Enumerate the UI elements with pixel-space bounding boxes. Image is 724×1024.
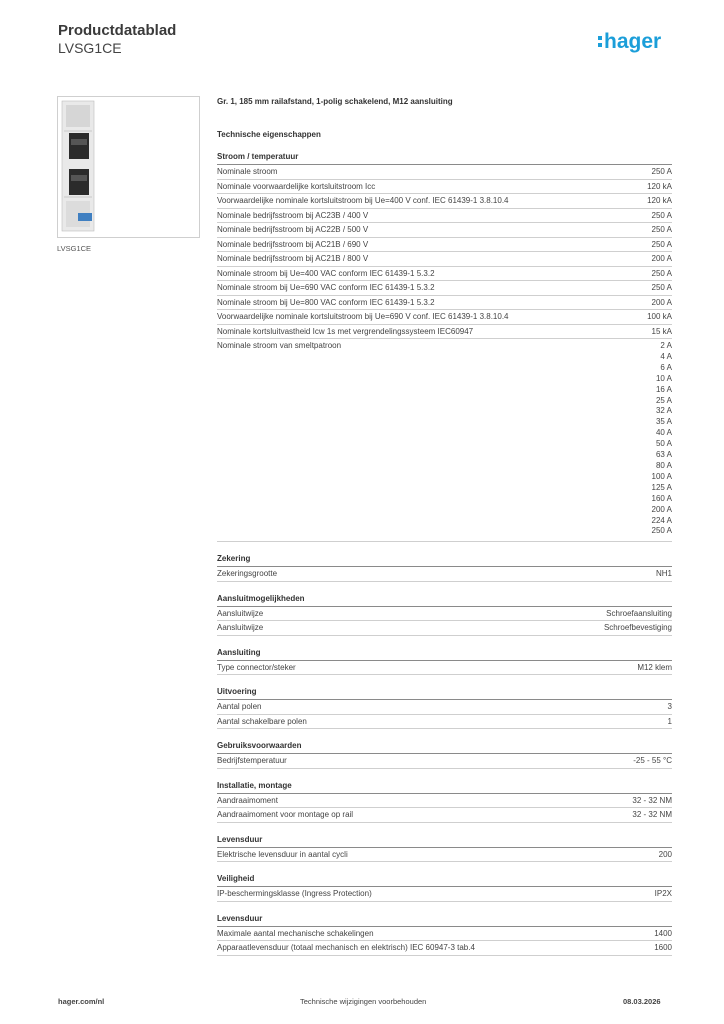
spec-value: 100 kA (647, 312, 672, 321)
spec-row (217, 281, 672, 296)
product-code: LVSG1CE (58, 40, 122, 56)
section-heading: Levensduur (217, 833, 672, 848)
spec-row (217, 887, 672, 902)
spec-row (217, 621, 672, 636)
spec-row (217, 310, 672, 325)
spec-section (217, 150, 672, 542)
section-heading: Gebruiksvoorwaarden (217, 739, 672, 754)
spec-row (217, 941, 672, 956)
spec-value: 250 A (651, 268, 672, 278)
spec-label: Nominale voorwaardelijke kortsluitstroom Icc (217, 181, 376, 191)
spec-value-item: 4 A (660, 351, 672, 361)
spec-label: Nominale bedrijfsstroom bij AC22B / 500 V (217, 225, 369, 234)
spec-value: 1600 (654, 943, 672, 953)
spec-value-item: 40 A (655, 428, 672, 438)
spec-row (217, 715, 672, 730)
section-heading: Uitvoering (217, 685, 672, 700)
spec-row (217, 567, 672, 582)
spec-value-item: 80 A (655, 460, 672, 470)
spec-section (217, 912, 672, 956)
spec-value-item: 10 A (655, 373, 672, 383)
spec-value: 32 - 32 NM (632, 795, 672, 805)
spec-value (652, 341, 672, 537)
spec-value-item: 100 A (651, 471, 672, 481)
page-title: Productdatablad (58, 22, 177, 39)
spec-value: 120 kA (647, 181, 672, 191)
spec-row (217, 267, 672, 282)
spec-value: IP2X (654, 889, 672, 899)
spec-value: 32 - 32 NM (632, 810, 672, 820)
spec-value: 120 kA (647, 196, 672, 205)
section-heading: Zekering (217, 552, 672, 567)
spec-value: 250 A (651, 283, 672, 292)
spec-value: 250 A (651, 239, 672, 249)
spec-value: M12 klem (637, 662, 672, 672)
spec-value-item: 6 A (660, 362, 672, 372)
spec-row (217, 808, 672, 823)
spec-sections (217, 150, 672, 966)
spec-value: 250 A (651, 225, 672, 234)
spec-section (217, 685, 672, 729)
spec-section (217, 872, 672, 902)
section-heading: Aansluitmogelijkheden (217, 592, 672, 607)
product-description: Gr. 1, 185 mm railafstand, 1-polig schakelend, M12 aansluiting (217, 97, 453, 106)
spec-label: Elektrische levensduur in aantal cycli (217, 849, 348, 859)
section-heading: Veiligheid (217, 872, 672, 887)
spec-row (217, 794, 672, 809)
spec-value: 3 (667, 702, 672, 712)
spec-label: Nominale stroom (217, 167, 278, 176)
spec-label: Voorwaardelijke nominale kortsluitstroom bij Ue=690 V conf. IEC 61439-1 3.8.10.4 (217, 312, 509, 321)
spec-label: Maximale aantal mechanische schakelingen (217, 928, 374, 938)
spec-value-item: 16 A (655, 384, 672, 394)
spec-value-item: 35 A (655, 417, 672, 427)
spec-row (217, 223, 672, 238)
spec-label: Nominale bedrijfsstroom bij AC23B / 400 V (217, 210, 369, 220)
spec-row (217, 325, 672, 340)
spec-value-item: 63 A (655, 450, 672, 460)
spec-value-item: 200 A (651, 504, 672, 514)
section-heading: Levensduur (217, 912, 672, 927)
spec-section (217, 646, 672, 676)
spec-label: Type connector/steker (217, 662, 296, 672)
spec-label: Zekeringsgrootte (217, 569, 278, 579)
spec-label: Aantal polen (217, 702, 262, 712)
spec-row (217, 180, 672, 195)
spec-value-item: 32 A (655, 406, 672, 416)
spec-label: Aansluitwijze (217, 623, 264, 633)
spec-row (217, 194, 672, 209)
spec-value-item: 125 A (651, 482, 672, 492)
spec-label: Aantal schakelbare polen (217, 716, 307, 726)
spec-row (217, 339, 672, 542)
spec-row (217, 209, 672, 224)
spec-value: NH1 (655, 569, 672, 579)
section-heading: Stroom / temperatuur (217, 150, 672, 165)
section-heading: Installatie, montage (217, 779, 672, 794)
spec-label: Nominale kortsluitvastheid Icw 1s met vergrendelingssysteem IEC60947 (217, 326, 474, 336)
spec-value: 15 kA (651, 326, 672, 336)
spec-label: Nominale stroom van smeltpatroon (217, 341, 342, 350)
spec-row (217, 848, 672, 863)
hager-logo (598, 28, 678, 56)
spec-value: 200 A (651, 297, 672, 307)
spec-row (217, 238, 672, 253)
spec-section (217, 592, 672, 636)
spec-label: Apparaatlevensduur (totaal mechanisch en elektrisch) IEC 60947-3 tab.4 (217, 943, 475, 953)
spec-value-item: 2 A (660, 341, 672, 350)
spec-label: Nominale stroom bij Ue=800 VAC conform IEC 61439-1 5.3.2 (217, 297, 435, 307)
spec-value: 200 (658, 849, 672, 859)
spec-row (217, 607, 672, 622)
footer-date: 08.03.2026 (623, 997, 661, 1006)
footer-notice: Technische wijzigingen voorbehouden (300, 997, 427, 1006)
spec-row (217, 700, 672, 715)
spec-value: 1 (667, 716, 672, 726)
spec-value-item: 50 A (655, 439, 672, 449)
spec-row (217, 661, 672, 676)
spec-value: 200 A (651, 254, 672, 263)
spec-label: IP-beschermingsklasse (Ingress Protection) (217, 889, 372, 899)
spec-label: Bedrijfstemperatuur (217, 756, 287, 766)
spec-label: Nominale stroom bij Ue=400 VAC conform IEC 61439-1 5.3.2 (217, 268, 435, 278)
spec-section (217, 552, 672, 582)
spec-value: 1400 (654, 928, 672, 938)
fuse-switch-illustration (58, 97, 199, 237)
spec-row (217, 927, 672, 942)
spec-value-item: 224 A (651, 515, 672, 525)
spec-value: 250 A (651, 167, 672, 176)
footer-website: hager.com/nl (58, 997, 105, 1006)
spec-row (217, 165, 672, 180)
brand-wordmark: hager (604, 30, 662, 53)
spec-label: Aandraaimoment (217, 795, 278, 805)
spec-value-item: 250 A (651, 526, 672, 536)
spec-label: Voorwaardelijke nominale kortsluitstroom bij Ue=400 V conf. IEC 61439-1 3.8.10.4 (217, 196, 509, 205)
spec-value-item: 25 A (655, 395, 672, 405)
spec-value-item: 160 A (651, 493, 672, 503)
spec-label: Nominale stroom bij Ue=690 VAC conform IEC 61439-1 5.3.2 (217, 283, 435, 292)
image-caption: LVSG1CE (57, 244, 92, 253)
spec-label: Aandraaimoment voor montage op rail (217, 810, 354, 820)
spec-row (217, 754, 672, 769)
spec-value: Schroefaansluiting (606, 608, 672, 618)
section-heading: Aansluiting (217, 646, 672, 661)
spec-section (217, 779, 672, 823)
spec-section (217, 739, 672, 769)
product-image (57, 96, 200, 238)
spec-value: Schroefbevestiging (603, 623, 672, 633)
technical-properties-heading: Technische eigenschappen (217, 130, 321, 139)
spec-label: Nominale bedrijfsstroom bij AC21B / 800 V (217, 254, 369, 263)
spec-value: -25 - 55 °C (633, 756, 672, 766)
spec-row (217, 296, 672, 311)
spec-row (217, 252, 672, 267)
spec-label: Aansluitwijze (217, 608, 264, 618)
spec-value: 250 A (651, 210, 672, 220)
spec-label: Nominale bedrijfsstroom bij AC21B / 690 V (217, 239, 369, 249)
spec-section (217, 833, 672, 863)
